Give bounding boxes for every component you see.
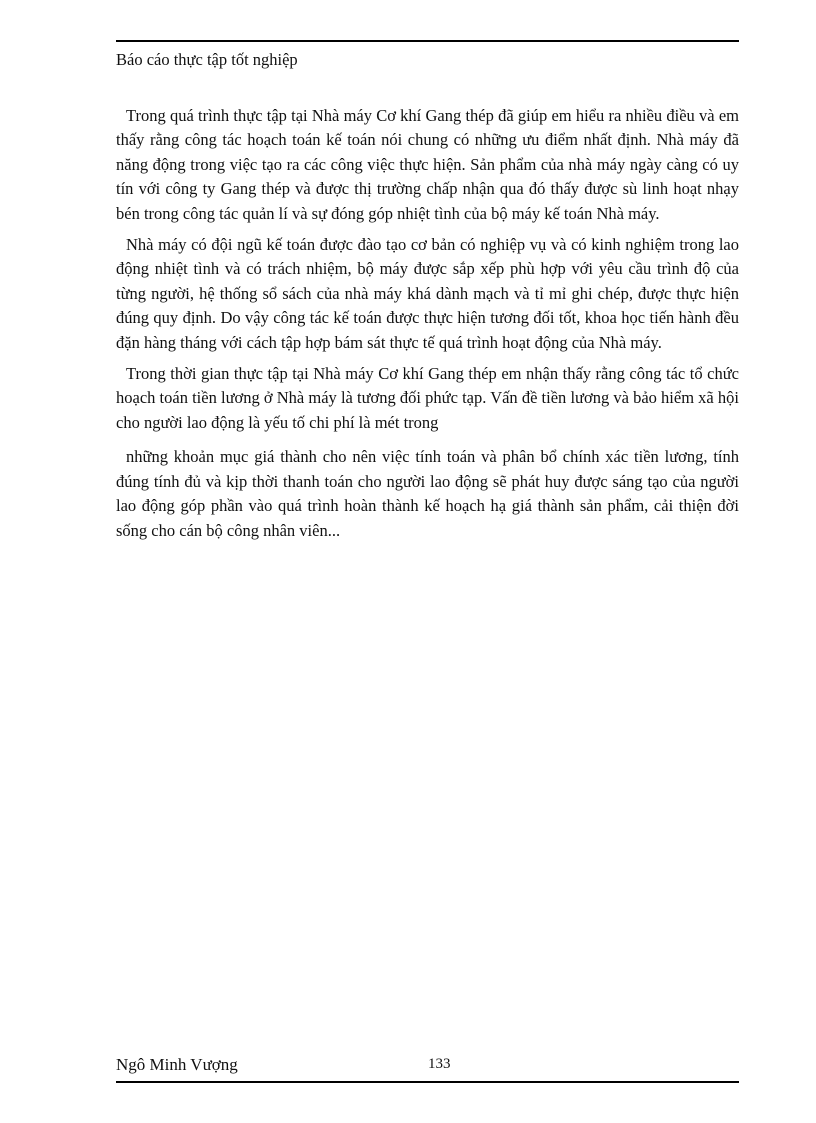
paragraph-continuation: những khoản mục giá thành cho nên việc tính toán và phân bổ chính xác tiền lương, tính đúng tính đủ và kịp thời thanh toán cho người lao động sẽ phát huy được sáng tạo của người lao động góp phần vào quá trình hoàn thành kế hoạch hạ giá thành sản phẩm, cải thiện đời sống cho cán bộ công nhân viên... <box>116 447 739 540</box>
page-number: 133 <box>428 1056 451 1072</box>
body-text <box>116 104 739 550</box>
paragraph: Trong thời gian thực tập tại Nhà máy Cơ khí Gang thép em nhận thấy rằng công tác tổ chức hoạch toán tiền lương ở Nhà máy là tương đối phức tạp. Vấn đề tiền lương và bảo hiểm xã hội cho người lao động là yếu tố chi phí là mét trong <box>116 364 739 432</box>
paragraph: Nhà máy có đội ngũ kế toán được đào tạo cơ bản có nghiệp vụ và có kinh nghiệm trong lao động nhiệt tình và có trách nhiệm, bộ máy được sắp xếp phù hợp với yêu cầu trình độ của từng người, hệ thống sổ sách của nhà máy khá dành mạch và tỉ mỉ ghi chép, được thực hiện đúng quy định. Do vậy công tác kế toán được thực hiện tương đối tốt, khoa học tiến hành đều đặn hàng tháng với cách tập hợp bám sát thực tế quá trình hoạt động của Nhà máy. <box>116 235 739 352</box>
paragraph: Trong quá trình thực tập tại Nhà máy Cơ khí Gang thép đã giúp em hiểu ra nhiều điều và em thấy rằng công tác hoạch toán kế toán nói chung có những ưu điểm nhất định. Nhà máy đã năng động trong việc tạo ra các công việc thực hiện. Sản phẩm của nhà máy ngày càng có uy tín với công ty Gang thép và được thị trường chấp nhận qua đó thấy được sù linh hoạt nhạy bén trong công tác quản lí và sự đóng góp nhiệt tình của bộ máy kế toán Nhà máy. <box>116 106 739 223</box>
footer-author: Ngô Minh Vượng <box>116 1055 238 1074</box>
page-header-title: Báo cáo thực tập tốt nghiệp <box>116 50 298 69</box>
header-rule <box>116 40 739 42</box>
footer-rule <box>116 1081 739 1083</box>
